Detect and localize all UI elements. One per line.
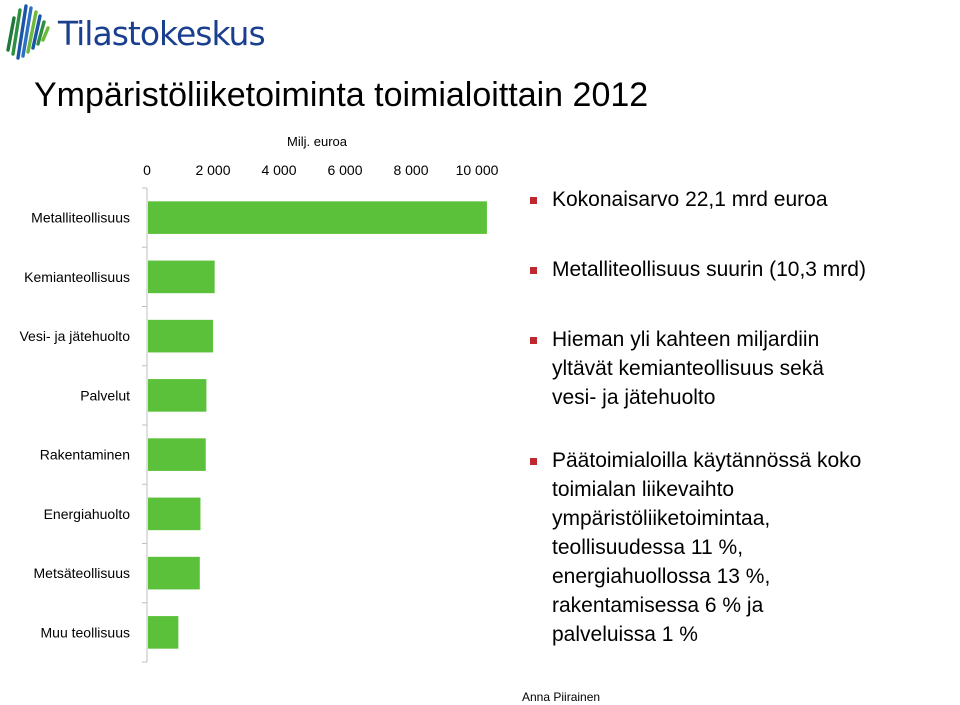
category-label: Metsäteollisuus: [33, 565, 130, 582]
category-label: Vesi- ja jätehuolto: [19, 328, 130, 345]
category-label: Kemianteollisuus: [24, 268, 130, 285]
bullet-text-line: vesi- ja jätehuolto: [552, 386, 716, 409]
category-label: Metalliteollisuus: [31, 209, 130, 226]
bullet-item: [530, 185, 950, 214]
bullet-text-line: yltävät kemianteollisuus sekä: [552, 357, 824, 380]
bullet-item: [530, 446, 950, 649]
bar: [148, 438, 206, 471]
bullet-text-line: rakentamisessa 6 % ja: [552, 594, 764, 617]
bullet-item: [530, 255, 950, 284]
bullet-text-line: toimialan liikevaihto: [552, 478, 735, 501]
author-name: Anna Piirainen: [522, 690, 601, 704]
bullet-text-line: ympäristöliiketoimintaa,: [552, 507, 771, 530]
category-label: Energiahuolto: [43, 505, 130, 522]
x-tick-label: 6 000: [327, 162, 363, 178]
bar-chart: [0, 130, 500, 670]
bullet-text-line: Päätoimialoilla käytännössä koko: [552, 449, 862, 472]
bar: [148, 498, 200, 531]
x-tick-label: 0: [143, 162, 151, 178]
category-label: Palvelut: [80, 387, 130, 404]
axis-title: Milj. euroa: [287, 134, 347, 149]
logo-text: Tilastokeskus: [58, 14, 265, 53]
category-label: Muu teollisuus: [40, 624, 130, 641]
bar: [148, 320, 213, 353]
bullet-text-line: palveluissa 1 %: [552, 623, 698, 646]
x-tick-label: 4 000: [261, 162, 297, 178]
bullet-square-icon: [530, 267, 537, 274]
x-tick-label: 8 000: [393, 162, 429, 178]
bullet-square-icon: [530, 458, 537, 465]
category-label: Rakentaminen: [39, 446, 130, 463]
bullet-text-line: Metalliteollisuus suurin (10,3 mrd): [552, 258, 866, 281]
x-tick-label: 10 000: [455, 162, 499, 178]
bullet-text-line: teollisuudessa 11 %,: [552, 536, 744, 559]
bar: [148, 379, 206, 412]
bar: [148, 201, 487, 234]
bar: [148, 557, 200, 590]
bar: [148, 261, 215, 294]
tilastokeskus-logo: [0, 0, 265, 62]
bullet-text-line: Hieman yli kahteen miljardiin: [552, 328, 820, 351]
bullet-square-icon: [530, 197, 537, 204]
bullet-item: [530, 325, 950, 412]
x-tick-label: 2 000: [195, 162, 231, 178]
page-title: Ympäristöliiketoiminta toimialoittain 2012: [34, 76, 649, 114]
bullet-list: [530, 185, 950, 649]
bullet-square-icon: [530, 337, 537, 344]
bullet-text-line: energiahuollossa 13 %,: [552, 565, 771, 588]
bullet-text-line: Kokonaisarvo 22,1 mrd euroa: [552, 188, 828, 211]
bar: [148, 616, 178, 649]
logo-stripes-icon: [0, 0, 56, 62]
